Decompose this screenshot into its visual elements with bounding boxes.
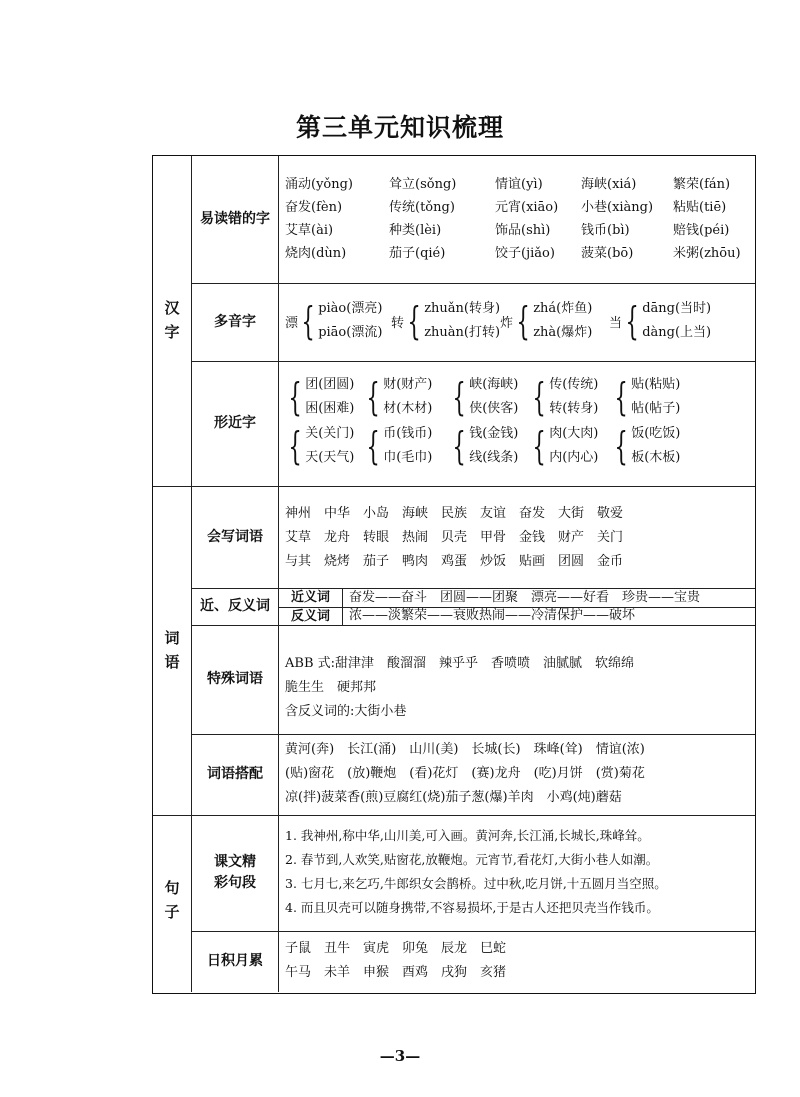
label-kewen	[192, 815, 278, 931]
xingjin-char: 团(团圆)	[305, 377, 355, 392]
brace-icon: {	[625, 299, 639, 343]
xingjin-char: 转(转身)	[549, 401, 599, 416]
kewen-line: 1. 我神州,称中华,山川美,可入画。黄河奔,长江涌,长城长,珠峰耸。	[285, 828, 650, 843]
xingjin-group	[285, 422, 354, 470]
yidu-item: 茄子(qié)	[389, 246, 446, 261]
duoyin-reading: dàng(上当)	[642, 325, 712, 340]
duoyin-reading: zhà(爆炸)	[533, 325, 593, 340]
category-ciyu	[153, 626, 191, 674]
xingjin-char: 财(财产)	[383, 377, 433, 392]
yidu-item: 饰品(shì)	[495, 223, 551, 238]
brace-icon: {	[532, 375, 546, 419]
label-kewen-1: 课文精	[214, 854, 256, 870]
kewen-line: 4. 而且贝壳可以随身携带,不容易损坏,于是古人还把贝壳当作钱币。	[285, 900, 659, 915]
duoyin-readings	[318, 297, 382, 345]
duoyin-char: 炸	[500, 315, 514, 331]
brace-icon: {	[407, 299, 421, 343]
duoyin-group	[285, 297, 382, 345]
yidu-item: 海峡(xiá)	[581, 177, 637, 192]
yidu-item: 情谊(yì)	[495, 177, 543, 192]
brace-icon: {	[366, 424, 380, 468]
xingjin-char: 天(天气)	[305, 450, 355, 465]
xingjin-char: 巾(毛巾)	[383, 450, 433, 465]
label-teshu: 特殊词语	[207, 671, 263, 687]
xingjin-pair	[305, 373, 354, 421]
kewen-line: 3. 七月七,来乞巧,牛郎织女会鹊桥。过中秋,吃月饼,十五圆月当空照。	[285, 876, 667, 891]
xingjin-pair	[469, 373, 518, 421]
category-juzi	[153, 876, 191, 924]
dapei-line: 黄河(奔) 长江(涌) 山川(美) 长城(长) 珠峰(耸) 情谊(浓)	[285, 742, 645, 757]
xingjin-char: 侠(侠客)	[469, 401, 519, 416]
duoyin-reading: dāng(当时)	[642, 301, 712, 316]
jinyi-words: 奋发——奋斗 团圆——团聚 漂亮——好看 珍贵——宝贵	[349, 590, 701, 605]
yidu-item: 涌动(yǒng)	[285, 177, 354, 192]
brace-icon: {	[288, 375, 302, 419]
huixie-line: 与其 烧烤 茄子 鸭肉 鸡蛋 炒饭 贴画 团圆 金币	[285, 554, 624, 569]
xingjin-pair	[383, 373, 432, 421]
yidu-item: 种类(lèi)	[389, 223, 442, 238]
xingjin-char: 贴(粘贴)	[631, 377, 681, 392]
yidu-grid	[285, 173, 753, 265]
duoyin-readings	[642, 297, 711, 345]
riji-line: 子鼠 丑牛 寅虎 卯兔 辰龙 巳蛇	[285, 941, 507, 956]
duoyin-group	[391, 297, 500, 345]
riji-line: 午马 未羊 申猴 酉鸡 戌狗 亥猪	[285, 965, 507, 980]
teshu-words	[285, 652, 634, 724]
yidu-item: 烧肉(dùn)	[285, 246, 347, 261]
duoyin-readings	[533, 297, 592, 345]
yidu-item: 米粥(zhōu)	[673, 246, 741, 261]
duoyin-char: 当	[609, 315, 623, 331]
xingjin-char: 钱(金钱)	[469, 426, 519, 441]
xingjin-char: 关(关门)	[305, 426, 355, 441]
xingjin-char: 峡(海峡)	[469, 377, 519, 392]
huixie-words	[285, 502, 623, 574]
dapei-line: (贴)窗花 (放)鞭炮 (看)花灯 (赛)龙舟 (吃)月饼 (赏)菊花	[285, 766, 645, 781]
label-jinyi: 近义词	[290, 590, 330, 605]
teshu-line: 脆生生 硬邦邦	[285, 680, 377, 695]
brace-icon: {	[614, 424, 628, 468]
xingjin-group	[611, 373, 680, 421]
xingjin-pair	[631, 422, 680, 470]
brace-icon: {	[614, 375, 628, 419]
label-dapei: 词语搭配	[207, 766, 263, 782]
brace-icon: {	[452, 424, 466, 468]
dapei-line: 凉(拌)菠菜香(煎)豆腐红(烧)茄子葱(爆)羊肉 小鸡(炖)蘑菇	[285, 790, 622, 805]
xingjin-group	[529, 422, 598, 470]
duoyin-reading: piào(漂亮)	[318, 301, 383, 316]
yidu-item: 钱币(bì)	[581, 223, 630, 238]
category-ciyu-label: 词语	[164, 629, 180, 671]
yidu-item: 粘贴(tiē)	[673, 200, 727, 215]
dapei-words	[285, 738, 645, 810]
duoyin-reading: zhá(炸鱼)	[533, 301, 593, 316]
xingjin-char: 饭(吃饭)	[631, 426, 681, 441]
xingjin-char: 币(钱币)	[383, 426, 433, 441]
yidu-item: 饺子(jiǎo)	[495, 246, 555, 261]
xingjin-char: 内(内心)	[549, 450, 599, 465]
xingjin-char: 板(木板)	[631, 450, 681, 465]
xingjin-pair	[305, 422, 354, 470]
duoyin-char: 转	[391, 315, 405, 331]
label-xingjin: 形近字	[214, 415, 256, 431]
page-title: 第三单元知识梳理	[295, 113, 504, 142]
xingjin-char: 传(传统)	[549, 377, 599, 392]
duoyin-group	[609, 297, 711, 345]
knowledge-table	[152, 155, 756, 994]
xingjin-group	[285, 373, 354, 421]
xingjin-group	[363, 373, 432, 421]
xingjin-char: 材(木材)	[383, 401, 433, 416]
label-yidu: 易读错的字	[200, 211, 270, 227]
brace-icon: {	[301, 299, 315, 343]
xingjin-char: 肉(大肉)	[549, 426, 599, 441]
category-juzi-label: 句子	[164, 879, 180, 921]
yidu-item: 耸立(sǒng)	[389, 177, 457, 192]
huixie-line: 神州 中华 小岛 海峡 民族 友谊 奋发 大街 敬爱	[285, 506, 624, 521]
xingjin-pair	[469, 422, 518, 470]
xingjin-pair	[549, 373, 598, 421]
label-huixie: 会写词语	[207, 528, 263, 545]
teshu-line: ABB 式:甜津津 酸溜溜 辣乎乎 香喷喷 油腻腻 软绵绵	[285, 656, 635, 671]
xingjin-pair	[383, 422, 432, 470]
brace-icon: {	[532, 424, 546, 468]
category-hanzi	[153, 296, 191, 344]
label-duoyin: 多音字	[214, 313, 256, 330]
brace-icon: {	[366, 375, 380, 419]
xingjin-char: 帖(帖子)	[631, 401, 681, 416]
xingjin-group	[529, 373, 598, 421]
yidu-item: 菠菜(bō)	[581, 246, 634, 261]
duoyin-char: 漂	[285, 315, 299, 331]
xingjin-group	[449, 422, 518, 470]
fanyi-words: 浓——淡繁荣——衰败热闹——冷清保护——破坏	[349, 608, 636, 623]
duoyin-reading: piāo(漂流)	[318, 325, 383, 340]
duoyin-readings	[424, 297, 500, 345]
riji-words	[285, 937, 506, 985]
duoyin-reading: zhuǎn(转身)	[424, 301, 501, 316]
label-riji: 日积月累	[207, 953, 263, 969]
teshu-line: 含反义词的:大街小巷	[285, 704, 407, 719]
kewen-line: 2. 春节到,人欢笑,贴窗花,放鞭炮。元宵节,看花灯,大街小巷人如潮。	[285, 852, 659, 867]
label-jinfan: 近、反义词	[200, 598, 270, 614]
category-hanzi-label: 汉字	[164, 299, 180, 341]
xingjin-char: 困(困难)	[305, 401, 355, 416]
xingjin-group	[363, 422, 432, 470]
xingjin-group	[611, 422, 680, 470]
yidu-item: 赔钱(péi)	[673, 223, 730, 238]
brace-icon: {	[516, 299, 530, 343]
yidu-item: 传统(tǒng)	[389, 200, 455, 215]
duoyin-reading: zhuàn(打转)	[424, 325, 501, 340]
yidu-item: 艾草(ài)	[285, 223, 334, 238]
brace-icon: {	[288, 424, 302, 468]
xingjin-char: 线(线条)	[469, 450, 519, 465]
duoyin-group	[500, 297, 592, 345]
brace-icon: {	[452, 375, 466, 419]
xingjin-group	[449, 373, 518, 421]
label-kewen-2: 彩句段	[214, 875, 256, 891]
page-number: —3—	[379, 1047, 421, 1065]
yidu-item: 奋发(fèn)	[285, 200, 343, 215]
xingjin-pair	[549, 422, 598, 470]
kewen-sentences	[285, 824, 667, 920]
label-fanyi: 反义词	[290, 608, 330, 624]
yidu-item: 小巷(xiàng)	[581, 200, 654, 215]
xingjin-pair	[631, 373, 680, 421]
yidu-item: 元宵(xiāo)	[495, 200, 559, 215]
yidu-item: 繁荣(fán)	[673, 177, 731, 192]
huixie-line: 艾草 龙舟 转眼 热闹 贝壳 甲骨 金钱 财产 关门	[285, 530, 624, 545]
